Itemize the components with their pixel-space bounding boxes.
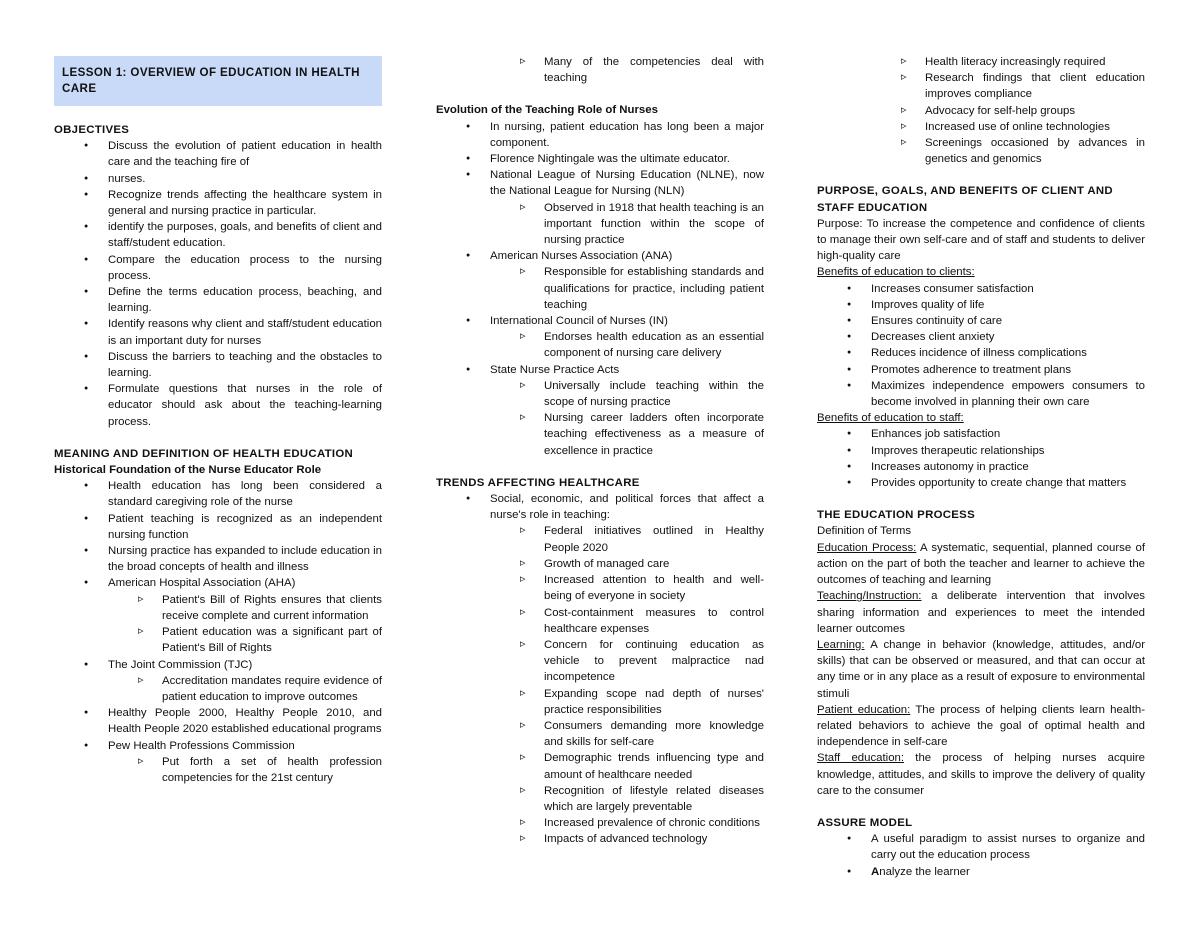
list-item: ● Maximizes independence empowers consumers to become involved in planning their own care (817, 378, 1145, 410)
list-item: ● National League of Nursing Education (NLNE), now the National League for Nursing (NLN) ▹ Observed in 1918 that health teaching is an important function within the scope of nursing practice (436, 167, 764, 248)
list-item: ▹ Recognition of lifestyle related diseases which are largely preventable (436, 783, 764, 815)
list-item: ● American Hospital Association (AHA) ▹ Patient's Bill of Rights ensures that clients receive complete and current information ▹ Patient education was a significant part of Patient's Bill of Rights (54, 575, 382, 656)
list-item: ● International Council of Nurses (IN) ▹ Endorses health education as an essential component of nursing care delivery (436, 313, 764, 362)
list-item: ▹ Put forth a set of health profession competencies for the 21st century (54, 754, 382, 786)
list-item: ● Enhances job satisfaction (817, 426, 1145, 442)
list-item: ● Improves quality of life (817, 297, 1145, 313)
list-item: ● In nursing, patient education has long been a major component. (436, 119, 764, 151)
list-item: ▹ Federal initiatives outlined in Healthy People 2020 (436, 523, 764, 555)
list-item: ● Reduces incidence of illness complications (817, 345, 1145, 361)
list-item: ▹ Increased prevalence of chronic conditions (436, 815, 764, 831)
objectives-list (54, 138, 382, 430)
purpose-text: Purpose: To increase the competence and confidence of clients to manage their own self-care and of staff and students to deliver high-quality care (817, 217, 1145, 263)
list-item: ▹ Demographic trends influencing type and amount of healthcare needed (436, 750, 764, 782)
list-item: ▹ Consumers demanding more knowledge and skills for self-care (436, 718, 764, 750)
trends-heading: TRENDS AFFECTING HEALTHCARE (436, 476, 640, 489)
list-item: ▹ Advocacy for self-help groups (817, 103, 1145, 119)
definition-teaching: Teaching/Instruction: a deliberate intervention that involves sharing information and experiences to meet the intended learner outcomes (817, 590, 1145, 635)
list-item: ● identify the purposes, goals, and benefits of client and staff/student education. (54, 219, 382, 251)
list-item: ● Increases consumer satisfaction (817, 281, 1145, 297)
list-item: ● Compare the education process to the nursing process. (54, 252, 382, 284)
list-item: ▹ Universally include teaching within the scope of nursing practice (436, 378, 764, 410)
trends-sublist (436, 523, 764, 847)
list-item: ● The Joint Commission (TJC) ▹ Accreditation mandates require evidence of patient education to improve outcomes (54, 657, 382, 706)
competencies-sublist (436, 54, 764, 86)
list-item: ● Florence Nightingale was the ultimate educator. (436, 151, 764, 167)
list-item: ▹ Increased use of online technologies (817, 119, 1145, 135)
snpa-sublist (436, 378, 764, 459)
list-item: ▹ Patient's Bill of Rights ensures that clients receive complete and current information (54, 592, 382, 624)
list-item: ▹ Increased attention to health and well-being of everyone in society (436, 572, 764, 604)
column-2 (436, 54, 764, 848)
list-item: ▹ Cost-containment measures to control healthcare expenses (436, 605, 764, 637)
list-item: ● Health education has long been considered a standard caregiving role of the nurse (54, 478, 382, 510)
list-item: ▹ Patient education was a significant part of Patient's Bill of Rights (54, 624, 382, 656)
assure-list (817, 831, 1145, 880)
list-item: ● Decreases client anxiety (817, 329, 1145, 345)
list-item: ● Nursing practice has expanded to include education in the broad concepts of health and illness (54, 543, 382, 575)
list-item: ▹ Endorses health education as an essential component of nursing care delivery (436, 329, 764, 361)
column-3 (817, 54, 1145, 880)
list-item: ● Discuss the barriers to teaching and the obstacles to learning. (54, 349, 382, 381)
list-item: ● State Nurse Practice Acts ▹ Universally include teaching within the scope of nursing practice ▹ Nursing career ladders often incorporate teaching effectiveness as a measure of excellence in practice (436, 362, 764, 459)
list-item: ▹ Research findings that client education improves compliance (817, 70, 1145, 102)
trends-list (436, 491, 764, 847)
list-item: ▹ Impacts of advanced technology (436, 831, 764, 847)
lesson-title: LESSON 1: OVERVIEW OF EDUCATION IN HEALTH CARE (54, 56, 382, 106)
assure-heading: ASSURE MODEL (817, 816, 913, 829)
education-process-heading: THE EDUCATION PROCESS (817, 509, 975, 522)
list-item: ▹ Accreditation mandates require evidence of patient education to improve outcomes (54, 673, 382, 705)
list-item: ▹ Expanding scope nad depth of nurses' practice responsibilities (436, 686, 764, 718)
list-item: ▹ Observed in 1918 that health teaching is an important function within the scope of nursing practice (436, 200, 764, 249)
list-item: ● Social, economic, and political forces that affect a nurse's role in teaching: ▹ Federal initiatives outlined in Healthy People 2020 ▹ Growth of managed care ▹ Increased attention to health and well-being of everyone in society ▹ Cost-containment measures to control healthcare expenses ▹ Concern for continuing education as vehicle to prevent malpractice nad incompetence ▹ Expanding scope nad depth of nurses' practice responsibilities ▹ Consumers demanding more knowledge and skills for self-care ▹ Demographic trends influencing type and amount of healthcare needed ▹ Recognition of lifestyle related diseases which are largely preventable ▹ Increased prevalence of chronic conditions ▹ Impacts of advanced technology (436, 491, 764, 847)
list-item: ● Improves therapeutic relationships (817, 443, 1145, 459)
objectives-heading: OBJECTIVES (54, 124, 130, 136)
definition-patient-education: Patient education: The process of helping clients learn health-related behaviors to achieve the goal of optimal health and independence in self-care (817, 703, 1145, 749)
definition-learning: Learning: A change in behavior (knowledge, attitudes, and/or skills) that can be observed or measured, and that can occur at any time or in any place as a result of exposure to environmental stimuli (817, 638, 1145, 700)
list-item: ▹ Health literacy increasingly required (817, 54, 1145, 70)
definition-education-process: Education Process: A systematic, sequential, planned course of action on the part of both the teacher and learner to achieve the outcomes of teaching and learning (817, 541, 1146, 587)
evolution-heading: Evolution of the Teaching Role of Nurses (436, 104, 658, 117)
list-item: ● Ensures continuity of care (817, 313, 1145, 329)
list-item: ▹ Many of the competencies deal with teaching (436, 54, 764, 86)
column-1 (54, 56, 382, 786)
list-item: ● Patient teaching is recognized as an independent nursing function (54, 511, 382, 543)
trends-continued-sublist (817, 54, 1145, 167)
purpose-heading: PURPOSE, GOALS, AND BENEFITS OF CLIENT AND STAFF EDUCATION (817, 185, 1113, 214)
list-item: ● American Nurses Association (ANA) ▹ Responsible for establishing standards and qualifications for practice, including patient teaching (436, 248, 764, 313)
aha-sublist (54, 592, 382, 657)
list-item: ● nurses. (54, 171, 382, 187)
list-item: ▹ Responsible for establishing standards and qualifications for practice, including patient teaching (436, 264, 764, 313)
list-item: ● Define the terms education process, beaching, and learning. (54, 284, 382, 316)
definition-staff-education: Staff education: the process of helping nurses acquire knowledge, attitudes, and skills to improve the delivery of quality care to the consumer (817, 752, 1145, 797)
list-item: ● Pew Health Professions Commission ▹ Put forth a set of health profession competencies for the 21st century (54, 738, 382, 787)
pew-sublist (54, 754, 382, 786)
definition-of-terms: Definition of Terms (817, 525, 912, 538)
list-item: ● Formulate questions that nurses in the role of educator should ask about the teaching-learning process. (54, 381, 382, 430)
benefits-clients-label: Benefits of education to clients: (817, 266, 975, 279)
list-item: ● Identify reasons why client and staff/student education is an important duty for nurses (54, 316, 382, 348)
list-item: ● Healthy People 2000, Healthy People 2010, and Health People 2020 established educational programs (54, 705, 382, 737)
list-item: ▹ Screenings occasioned by advances in genetics and genomics (817, 135, 1145, 167)
list-item: ● Promotes adherence to treatment plans (817, 362, 1145, 378)
meaning-heading: MEANING AND DEFINITION OF HEALTH EDUCATION (54, 447, 354, 460)
benefits-staff-label: Benefits of education to staff: (817, 412, 964, 425)
nln-sublist (436, 200, 764, 249)
list-item: ● Discuss the evolution of patient education in health care and the teaching fire of (54, 138, 382, 170)
list-item: ● Increases autonomy in practice (817, 459, 1145, 475)
list-item: ● A useful paradigm to assist nurses to organize and carry out the education process (817, 831, 1145, 863)
list-item: ▹ Growth of managed care (436, 556, 764, 572)
list-item: ● Analyze the learner (817, 864, 1145, 880)
icn-sublist (436, 329, 764, 361)
ana-sublist (436, 264, 764, 313)
list-item: ● Provides opportunity to create change that matters (817, 475, 1145, 491)
list-item: ▹ Concern for continuing education as vehicle to prevent malpractice nad incompetence (436, 637, 764, 686)
list-item: ▹ Nursing career ladders often incorporate teaching effectiveness as a measure of excellence in practice (436, 410, 764, 459)
benefits-staff-list (817, 426, 1145, 491)
benefits-clients-list (817, 281, 1145, 411)
historical-list (54, 478, 382, 786)
tjc-sublist (54, 673, 382, 705)
historical-heading: Historical Foundation of the Nurse Educator Role (54, 464, 322, 477)
evolution-list (436, 119, 764, 459)
list-item: ● Recognize trends affecting the healthcare system in general and nursing practice in particular. (54, 187, 382, 219)
